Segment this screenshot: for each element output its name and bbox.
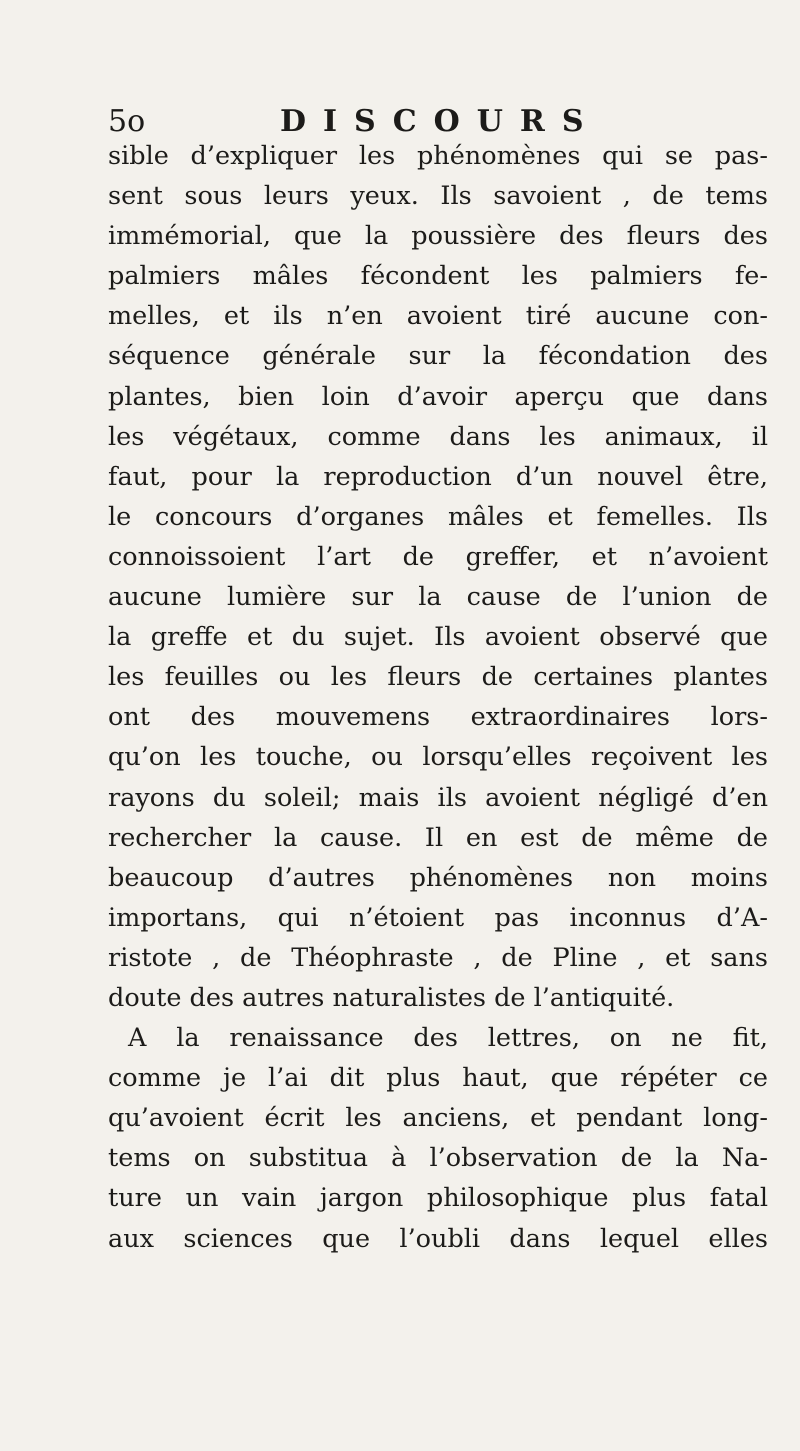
text-line: qu’avoient écrit les anciens, et pendant long- — [108, 1103, 768, 1134]
text-line: aucune lumière sur la cause de l’union de — [108, 582, 768, 613]
text-line: rayons du soleil; mais ils avoient négligé d’en — [108, 782, 768, 813]
text-line: beaucoup d’autres phénomènes non moins — [108, 862, 768, 893]
text-line: importans, qui n’étoient pas inconnus d’A- — [108, 902, 768, 933]
text-line: ont des mouvemens extraordinaires lors- — [108, 702, 768, 733]
text-line: palmiers mâles fécondent les palmiers fe- — [108, 261, 768, 292]
text-line: sent sous leurs yeux. Ils savoient , de tems — [108, 181, 768, 212]
text-line: comme je l’ai dit plus haut, que répéter ce — [108, 1063, 768, 1094]
text-line: les végétaux, comme dans les animaux, il — [108, 421, 768, 452]
text-line: connoissoient l’art de greffer, et n’avoient — [108, 541, 768, 572]
text-line: aux sciences que l’oubli dans lequel elles — [108, 1223, 768, 1254]
text-line: la greffe et du sujet. Ils avoient observé que — [108, 622, 768, 653]
text-line: qu’on les touche, ou lorsqu’elles reçoivent les — [108, 742, 768, 773]
text-line: immémorial, que la poussière des fleurs des — [108, 221, 768, 252]
page-number: 5o — [108, 104, 146, 139]
text-line: melles, et ils n’en avoient tiré aucune con- — [108, 301, 768, 332]
text-line: ture un vain jargon philosophique plus fatal — [108, 1183, 768, 1214]
text-line: doute des autres naturalistes de l’antiquité. — [108, 982, 675, 1013]
text-line: sible d’expliquer les phénomènes qui se pas- — [108, 141, 768, 171]
text-line: séquence générale sur la fécondation des — [108, 341, 768, 372]
text-line: faut, pour la reproduction d’un nouvel être, — [108, 461, 768, 492]
text-line: le concours d’organes mâles et femelles. Ils — [108, 501, 768, 532]
text-line: tems on substitua à l’observation de la Na- — [108, 1143, 768, 1174]
body-text — [108, 136, 768, 1259]
running-title: DISCOURS — [280, 104, 601, 139]
text-line: A la renaissance des lettres, on ne fit, — [128, 1023, 768, 1054]
text-line: ristote , de Théophraste , de Pline , et sans — [108, 942, 768, 973]
text-line: les feuilles ou les fleurs de certaines plantes — [108, 662, 768, 693]
text-line: rechercher la cause. Il en est de même de — [108, 822, 768, 853]
text-line: plantes, bien loin d’avoir aperçu que dans — [108, 381, 768, 412]
